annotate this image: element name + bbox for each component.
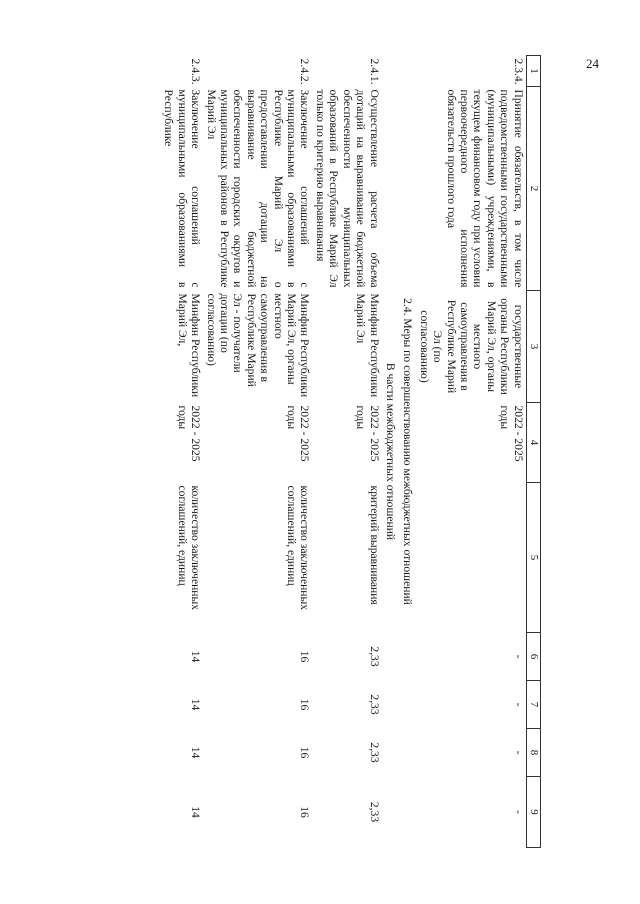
- value-col9: 2,33: [367, 801, 381, 823]
- value-col8: 2,33: [367, 742, 381, 763]
- indicator: критерий выравнивания: [367, 485, 381, 605]
- row-number: 2.3.4.: [511, 58, 525, 85]
- responsible-executor: Минфин Республики Марий Эл, органы местного самоуправления в Республике Марий Эл - получатели дотации (по согласованию): [204, 293, 312, 398]
- implementation-period: 2022 - 2025 годы: [175, 405, 203, 462]
- header-cell: 9: [526, 777, 540, 848]
- header-cell: 7: [526, 681, 540, 729]
- measure-description: Заключение соглашений с муниципальными образованиями в Республике Марий Эл о предоставлении дотации на выравнивание бюджетной обеспеченности городских округов и муниципальных районов в Республике Марий Эл: [204, 89, 312, 288]
- table-row: [203, 56, 312, 848]
- indicator: [416, 483, 526, 633]
- value-col9: 14: [189, 806, 203, 818]
- value-col6: 2,33: [367, 646, 381, 667]
- header-cell: 5: [526, 483, 540, 633]
- implementation-period: 2022 - 2025 годы: [285, 405, 312, 462]
- header-cell: 8: [526, 729, 540, 777]
- row-number: 2.4.3.: [189, 58, 203, 85]
- page-number: 24: [586, 56, 599, 71]
- table-row: [313, 56, 382, 848]
- measure-description: Заключение соглашений с муниципальными образованиями в Республике: [162, 89, 203, 288]
- header-cell: 3: [526, 291, 540, 403]
- section-heading-row: [399, 56, 416, 848]
- value-col6: 14: [189, 650, 203, 663]
- value-col6: -: [511, 654, 525, 659]
- value-col9: 16: [298, 806, 312, 818]
- indicator: количество заключенных соглашений, единиц: [175, 485, 203, 611]
- subsection-heading: В части межбюджетных отношений: [383, 362, 397, 541]
- measures-table: [161, 55, 541, 848]
- row-number: 2.4.2.: [298, 58, 312, 85]
- value-col7: 14: [189, 698, 203, 711]
- header-cell: 6: [526, 633, 540, 681]
- header-cell: 1: [526, 56, 540, 87]
- value-col7: 16: [298, 698, 312, 711]
- section-heading: 2.4. Меры по совершенствованию межбюджетных отношений: [401, 298, 415, 605]
- responsible-executor: Минфин Республики Марий Эл,: [175, 293, 203, 398]
- responsible-executor: государственные органы Республики Марий Эл, органы местного самоуправления в Республике Марий Эл (по согласованию): [417, 298, 525, 395]
- indicator: количество заключенных соглашений, единиц: [285, 485, 312, 611]
- header-cell: 4: [526, 403, 540, 483]
- header-cell: 2: [526, 87, 540, 291]
- value-col7: 2,33: [367, 694, 381, 715]
- responsible-executor: Минфин Республики Марий Эл: [354, 293, 381, 398]
- value-col6: 16: [298, 650, 312, 663]
- value-col7: -: [511, 702, 525, 707]
- rotated-table-block: [91, 55, 541, 847]
- subsection-heading-row: [382, 56, 399, 848]
- table-row: [416, 56, 526, 848]
- header-row: [526, 56, 540, 848]
- value-col8: -: [511, 750, 525, 755]
- implementation-period: 2022 - 2025 годы: [354, 405, 381, 462]
- row-number: 2.4.1.: [367, 58, 381, 85]
- measure-description: Принятие обязательств, в том числе подведомственными государственными (муниципальными) учреждениями, в текущем финансовом году при условии первоочередного исполнения обязательств прошлого года: [444, 89, 525, 288]
- measure-description: Осуществление расчета объема дотаций на выравнивание бюджетной обеспеченности муниципальных образований в Республике Марий Эл только по критерию выравнивания: [313, 89, 381, 288]
- value-col8: 16: [298, 746, 312, 759]
- implementation-period: 2022 - 2025 годы: [498, 405, 525, 462]
- table-row: [161, 56, 203, 848]
- value-col8: 14: [189, 746, 203, 759]
- value-col9: -: [511, 810, 525, 814]
